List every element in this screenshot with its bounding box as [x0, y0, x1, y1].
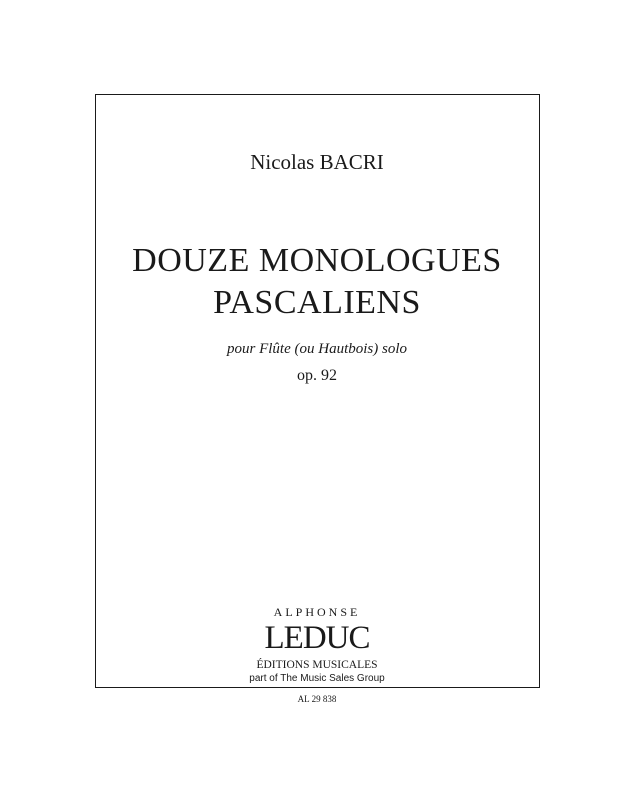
work-title-line-1: DOUZE MONOLOGUES	[132, 242, 502, 279]
catalog-number: AL 29 838	[297, 694, 337, 704]
instrumentation-subtitle: pour Flûte (ou Hautbois) solo	[227, 341, 407, 357]
opus-number: op. 92	[297, 367, 337, 384]
publisher-logo-main: LEDUC	[264, 620, 370, 656]
publisher-logo-top: ALPHONSE	[273, 605, 361, 619]
cover-frame	[95, 94, 540, 688]
publisher-editions: ÉDITIONS MUSICALES	[256, 659, 378, 671]
publisher-group: part of The Music Sales Group	[249, 673, 385, 684]
work-title-line-2: PASCALIENS	[213, 284, 421, 321]
composer-name: Nicolas BACRI	[250, 150, 384, 174]
